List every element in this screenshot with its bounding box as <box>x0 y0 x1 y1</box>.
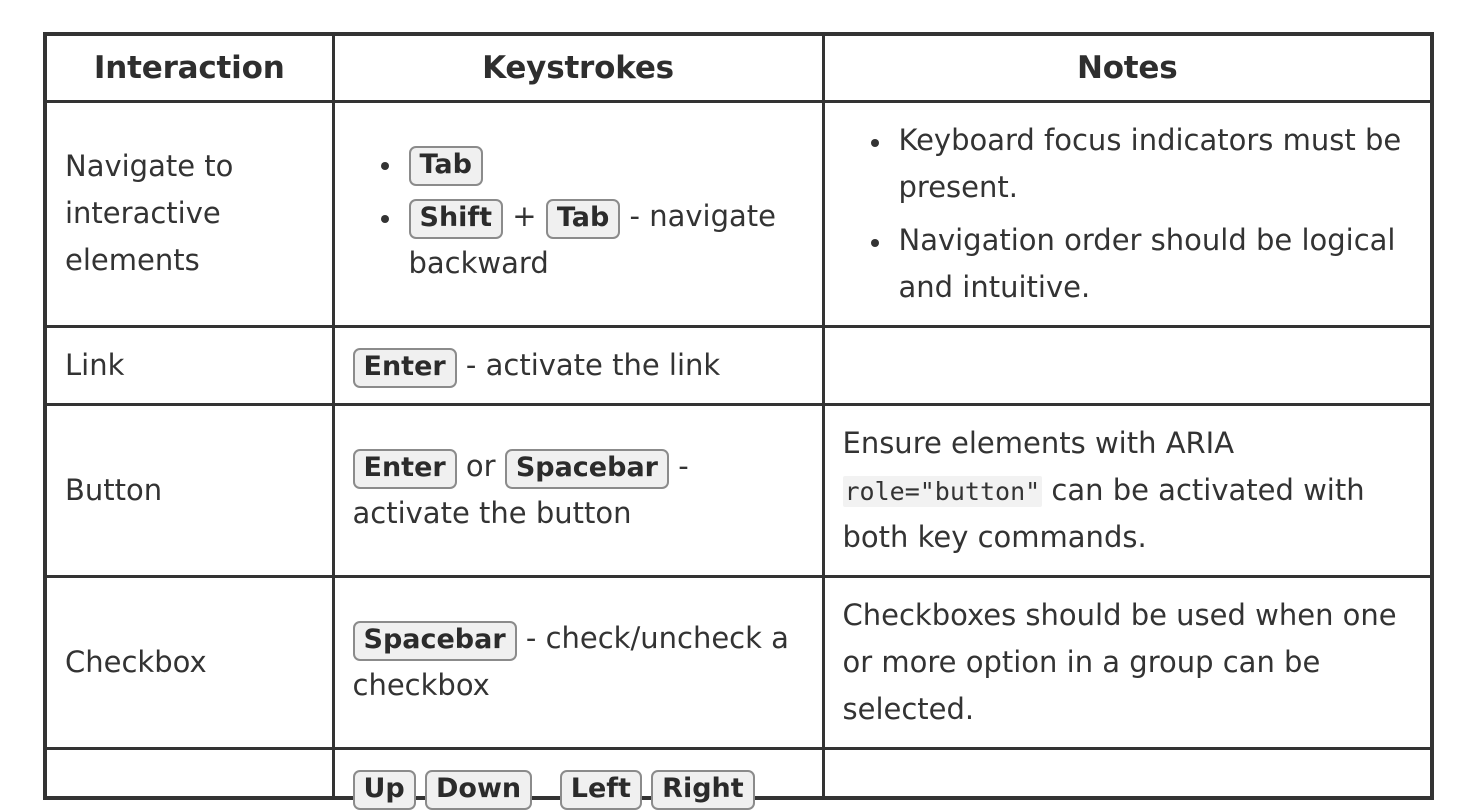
list-item: • Navigation order should be logical and intuitive. <box>893 217 1413 311</box>
cell-keystrokes <box>333 576 823 748</box>
notes-list <box>843 117 1413 311</box>
key-chip-shift: Shift <box>409 199 504 239</box>
cell-interaction: Button <box>45 404 333 576</box>
key-chip-left: Left <box>560 770 642 810</box>
key-chip-up: Up <box>353 770 416 810</box>
keystroke-group-clipped <box>353 764 804 804</box>
column-header-notes: Notes <box>823 34 1432 102</box>
key-chip-right: Right <box>651 770 755 810</box>
list-item: • Keyboard focus indicators must be present. <box>893 117 1413 211</box>
key-chip-tab: Tab <box>546 199 620 239</box>
keystroke-description: - activate the button <box>352 449 689 531</box>
key-chip-tab: Tab <box>409 146 483 186</box>
column-header-keystrokes: Keystrokes <box>333 34 823 102</box>
keyboard-interaction-table <box>43 32 1434 804</box>
cell-keystrokes <box>333 326 823 404</box>
table-row <box>45 576 1432 748</box>
key-chip-spacebar: Spacebar <box>353 621 517 661</box>
cell-notes <box>823 102 1432 327</box>
cell-interaction <box>45 748 333 798</box>
table-body <box>45 102 1432 804</box>
key-chip-enter: Enter <box>353 449 457 489</box>
inline-code-role-button: role="button" <box>844 476 1041 506</box>
list-item <box>403 140 804 187</box>
key-chip-enter: Enter <box>353 348 457 388</box>
key-separator: or <box>465 449 496 484</box>
table-header-row <box>45 34 1432 102</box>
cell-interaction-clipped <box>65 764 314 782</box>
cell-notes-clipped <box>843 764 1413 782</box>
cell-keystrokes <box>333 748 823 804</box>
table-header <box>45 34 1432 102</box>
table-row-partial <box>45 748 1432 798</box>
arrow-key-group <box>353 770 542 804</box>
cell-notes <box>823 748 1432 798</box>
table-row <box>45 102 1432 327</box>
cell-notes: Checkboxes should be used when one or more option in a group can be selected. <box>823 576 1432 748</box>
list-item <box>403 193 804 287</box>
keystroke-description: - check/uncheck a checkbox <box>352 621 789 703</box>
arrow-key-group <box>560 770 755 804</box>
keystroke-description: - navigate backward <box>408 199 776 281</box>
key-chip-spacebar: Spacebar <box>505 449 669 489</box>
notes-text-after: can be activated with both key commands. <box>842 472 1365 554</box>
cell-notes <box>823 326 1432 404</box>
cell-interaction: Navigate to interactive elements <box>45 102 333 327</box>
column-header-interaction: Interaction <box>45 34 333 102</box>
cell-interaction: Checkbox <box>45 576 333 748</box>
key-chip-down: Down <box>425 770 532 810</box>
table-row <box>45 326 1432 404</box>
cell-notes <box>823 404 1432 576</box>
key-separator: + <box>512 199 537 234</box>
cell-keystrokes <box>333 102 823 327</box>
table-row <box>45 404 1432 576</box>
cell-keystrokes <box>333 404 823 576</box>
keystroke-description: - activate the link <box>465 347 721 382</box>
notes-text-before: Ensure elements with ARIA <box>842 425 1235 460</box>
cell-interaction: Link <box>45 326 333 404</box>
keystroke-list <box>353 140 804 287</box>
